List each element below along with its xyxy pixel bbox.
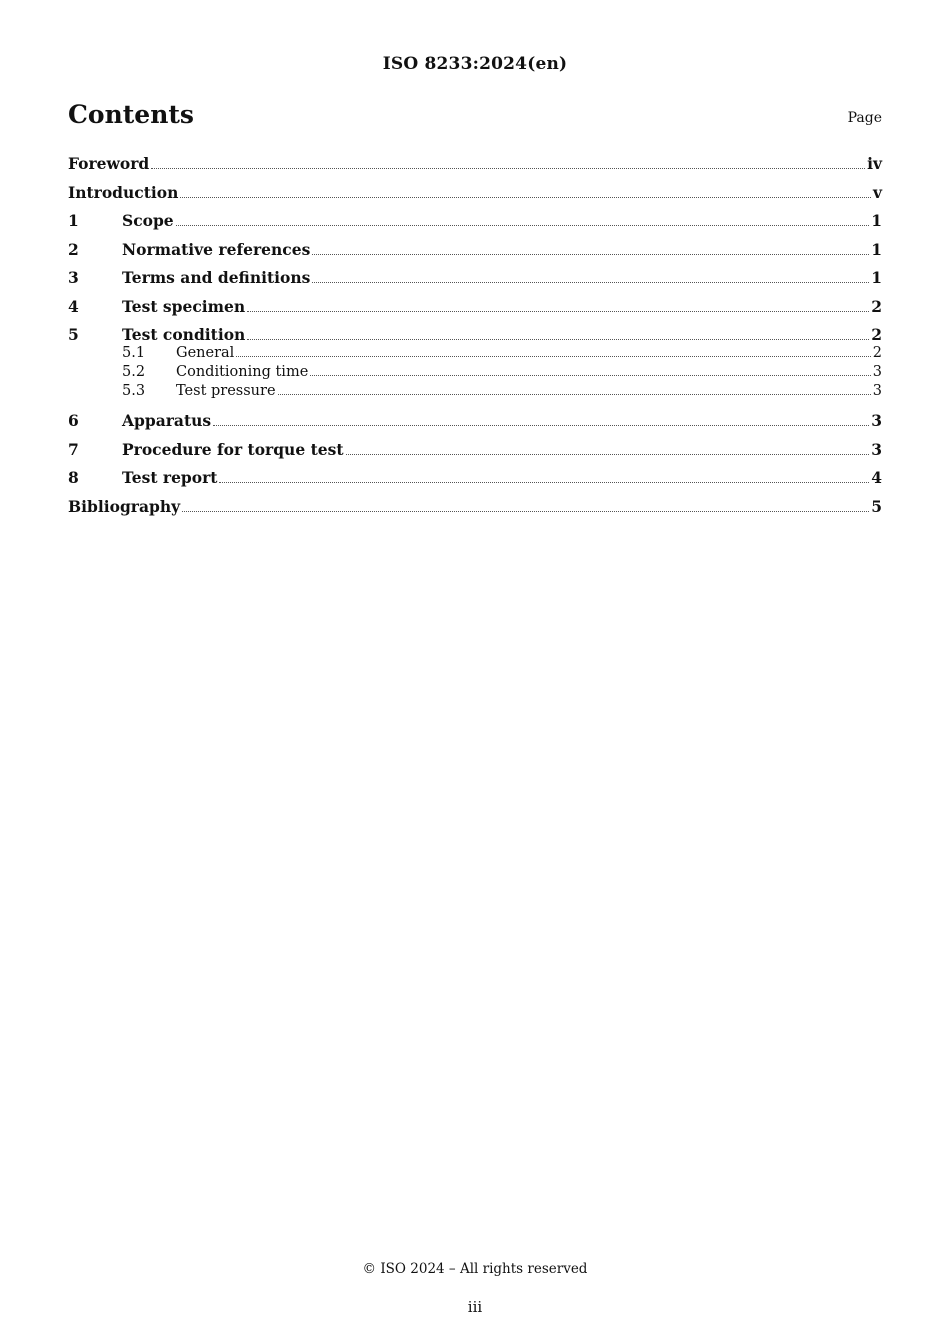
toc-entry-title: Test specimen — [122, 296, 246, 316]
toc-entry-number: 6 — [68, 411, 79, 430]
toc-entry-test-report[interactable] — [68, 467, 882, 496]
toc-entry-number: 8 — [68, 468, 79, 487]
toc-entry-scope[interactable] — [68, 210, 882, 239]
toc-entry-page: 3 — [871, 439, 882, 459]
toc-entry-page: 2 — [871, 325, 882, 344]
toc-entry-page: iv — [867, 154, 882, 173]
toc-leader-dots — [180, 197, 871, 198]
toc-entry-page: 4 — [871, 468, 882, 487]
toc-entry-number: 1 — [68, 211, 79, 230]
toc-entry-number: 2 — [68, 239, 79, 259]
toc-leader-dots — [182, 511, 869, 512]
toc-entry-title: General — [176, 345, 235, 361]
toc-entry-number: 5 — [68, 325, 79, 344]
toc-leader-dots — [213, 425, 869, 426]
toc-entry-number: 5.2 — [122, 364, 146, 380]
page-number: iii — [467, 1298, 483, 1316]
toc-subentry-conditioning-time[interactable] — [68, 363, 882, 382]
toc-entry-foreword[interactable] — [68, 153, 882, 182]
toc-leader-dots — [346, 454, 870, 455]
toc-leader-dots — [310, 375, 870, 376]
toc-entry-page: 3 — [872, 383, 882, 399]
toc-entry-terms-and-definitions[interactable] — [68, 267, 882, 296]
toc-entry-page: 3 — [871, 411, 882, 430]
page-column-label: Page — [847, 110, 882, 126]
toc-entry-procedure-for-torque-test[interactable] — [68, 439, 882, 468]
toc-entry-title: Procedure for torque test — [122, 439, 344, 459]
toc-entry-test-condition[interactable] — [68, 324, 882, 344]
toc-entry-number: 5.1 — [122, 345, 146, 361]
toc-entry-title: Normative references — [122, 239, 311, 259]
toc-entry-number: 7 — [68, 439, 79, 459]
toc-leader-dots — [151, 168, 865, 169]
toc-subentry-test-pressure[interactable] — [68, 382, 882, 410]
contents-title: Contents — [68, 100, 195, 129]
toc-entry-page: 2 — [872, 345, 882, 361]
toc-entry-title: Bibliography — [68, 496, 181, 516]
toc-entry-normative-references[interactable] — [68, 239, 882, 268]
toc-leader-dots — [247, 339, 869, 340]
toc-entry-number: 5.3 — [122, 383, 146, 399]
toc-entry-title: Terms and definitions — [122, 268, 311, 287]
toc-entry-title: Test report — [122, 468, 218, 487]
toc-entry-page: 1 — [871, 268, 882, 287]
toc-leader-dots — [176, 225, 870, 226]
toc-leader-dots — [312, 282, 869, 283]
toc-entry-page: 2 — [871, 296, 882, 316]
toc-entry-number: 3 — [68, 268, 79, 287]
toc-entry-introduction[interactable] — [68, 182, 882, 211]
toc-entry-title: Test pressure — [176, 383, 276, 399]
toc-entry-title: Scope — [122, 211, 174, 230]
toc-entry-test-specimen[interactable] — [68, 296, 882, 325]
toc-leader-dots — [278, 394, 871, 395]
toc-entry-title: Conditioning time — [176, 364, 309, 380]
toc-entry-apparatus[interactable] — [68, 410, 882, 439]
table-of-contents — [68, 153, 882, 524]
toc-entry-title: Introduction — [68, 182, 179, 202]
toc-subentry-general[interactable] — [68, 344, 882, 363]
toc-entry-bibliography[interactable] — [68, 496, 882, 525]
toc-leader-dots — [247, 311, 869, 312]
document-id-header: ISO 8233:2024(en) — [382, 54, 568, 74]
toc-entry-number: 4 — [68, 296, 79, 316]
toc-entry-page: v — [872, 182, 882, 202]
toc-entry-title: Foreword — [68, 154, 150, 173]
toc-entry-title: Test condition — [122, 325, 246, 344]
toc-entry-page: 1 — [871, 239, 882, 259]
toc-entry-page: 1 — [871, 211, 882, 230]
toc-leader-dots — [312, 254, 869, 255]
copyright-notice: © ISO 2024 – All rights reserved — [362, 1261, 588, 1277]
toc-entry-page: 5 — [871, 496, 882, 516]
toc-leader-dots — [236, 356, 870, 357]
toc-entry-title: Apparatus — [122, 411, 212, 430]
toc-entry-page: 3 — [872, 364, 882, 380]
toc-leader-dots — [219, 482, 869, 483]
